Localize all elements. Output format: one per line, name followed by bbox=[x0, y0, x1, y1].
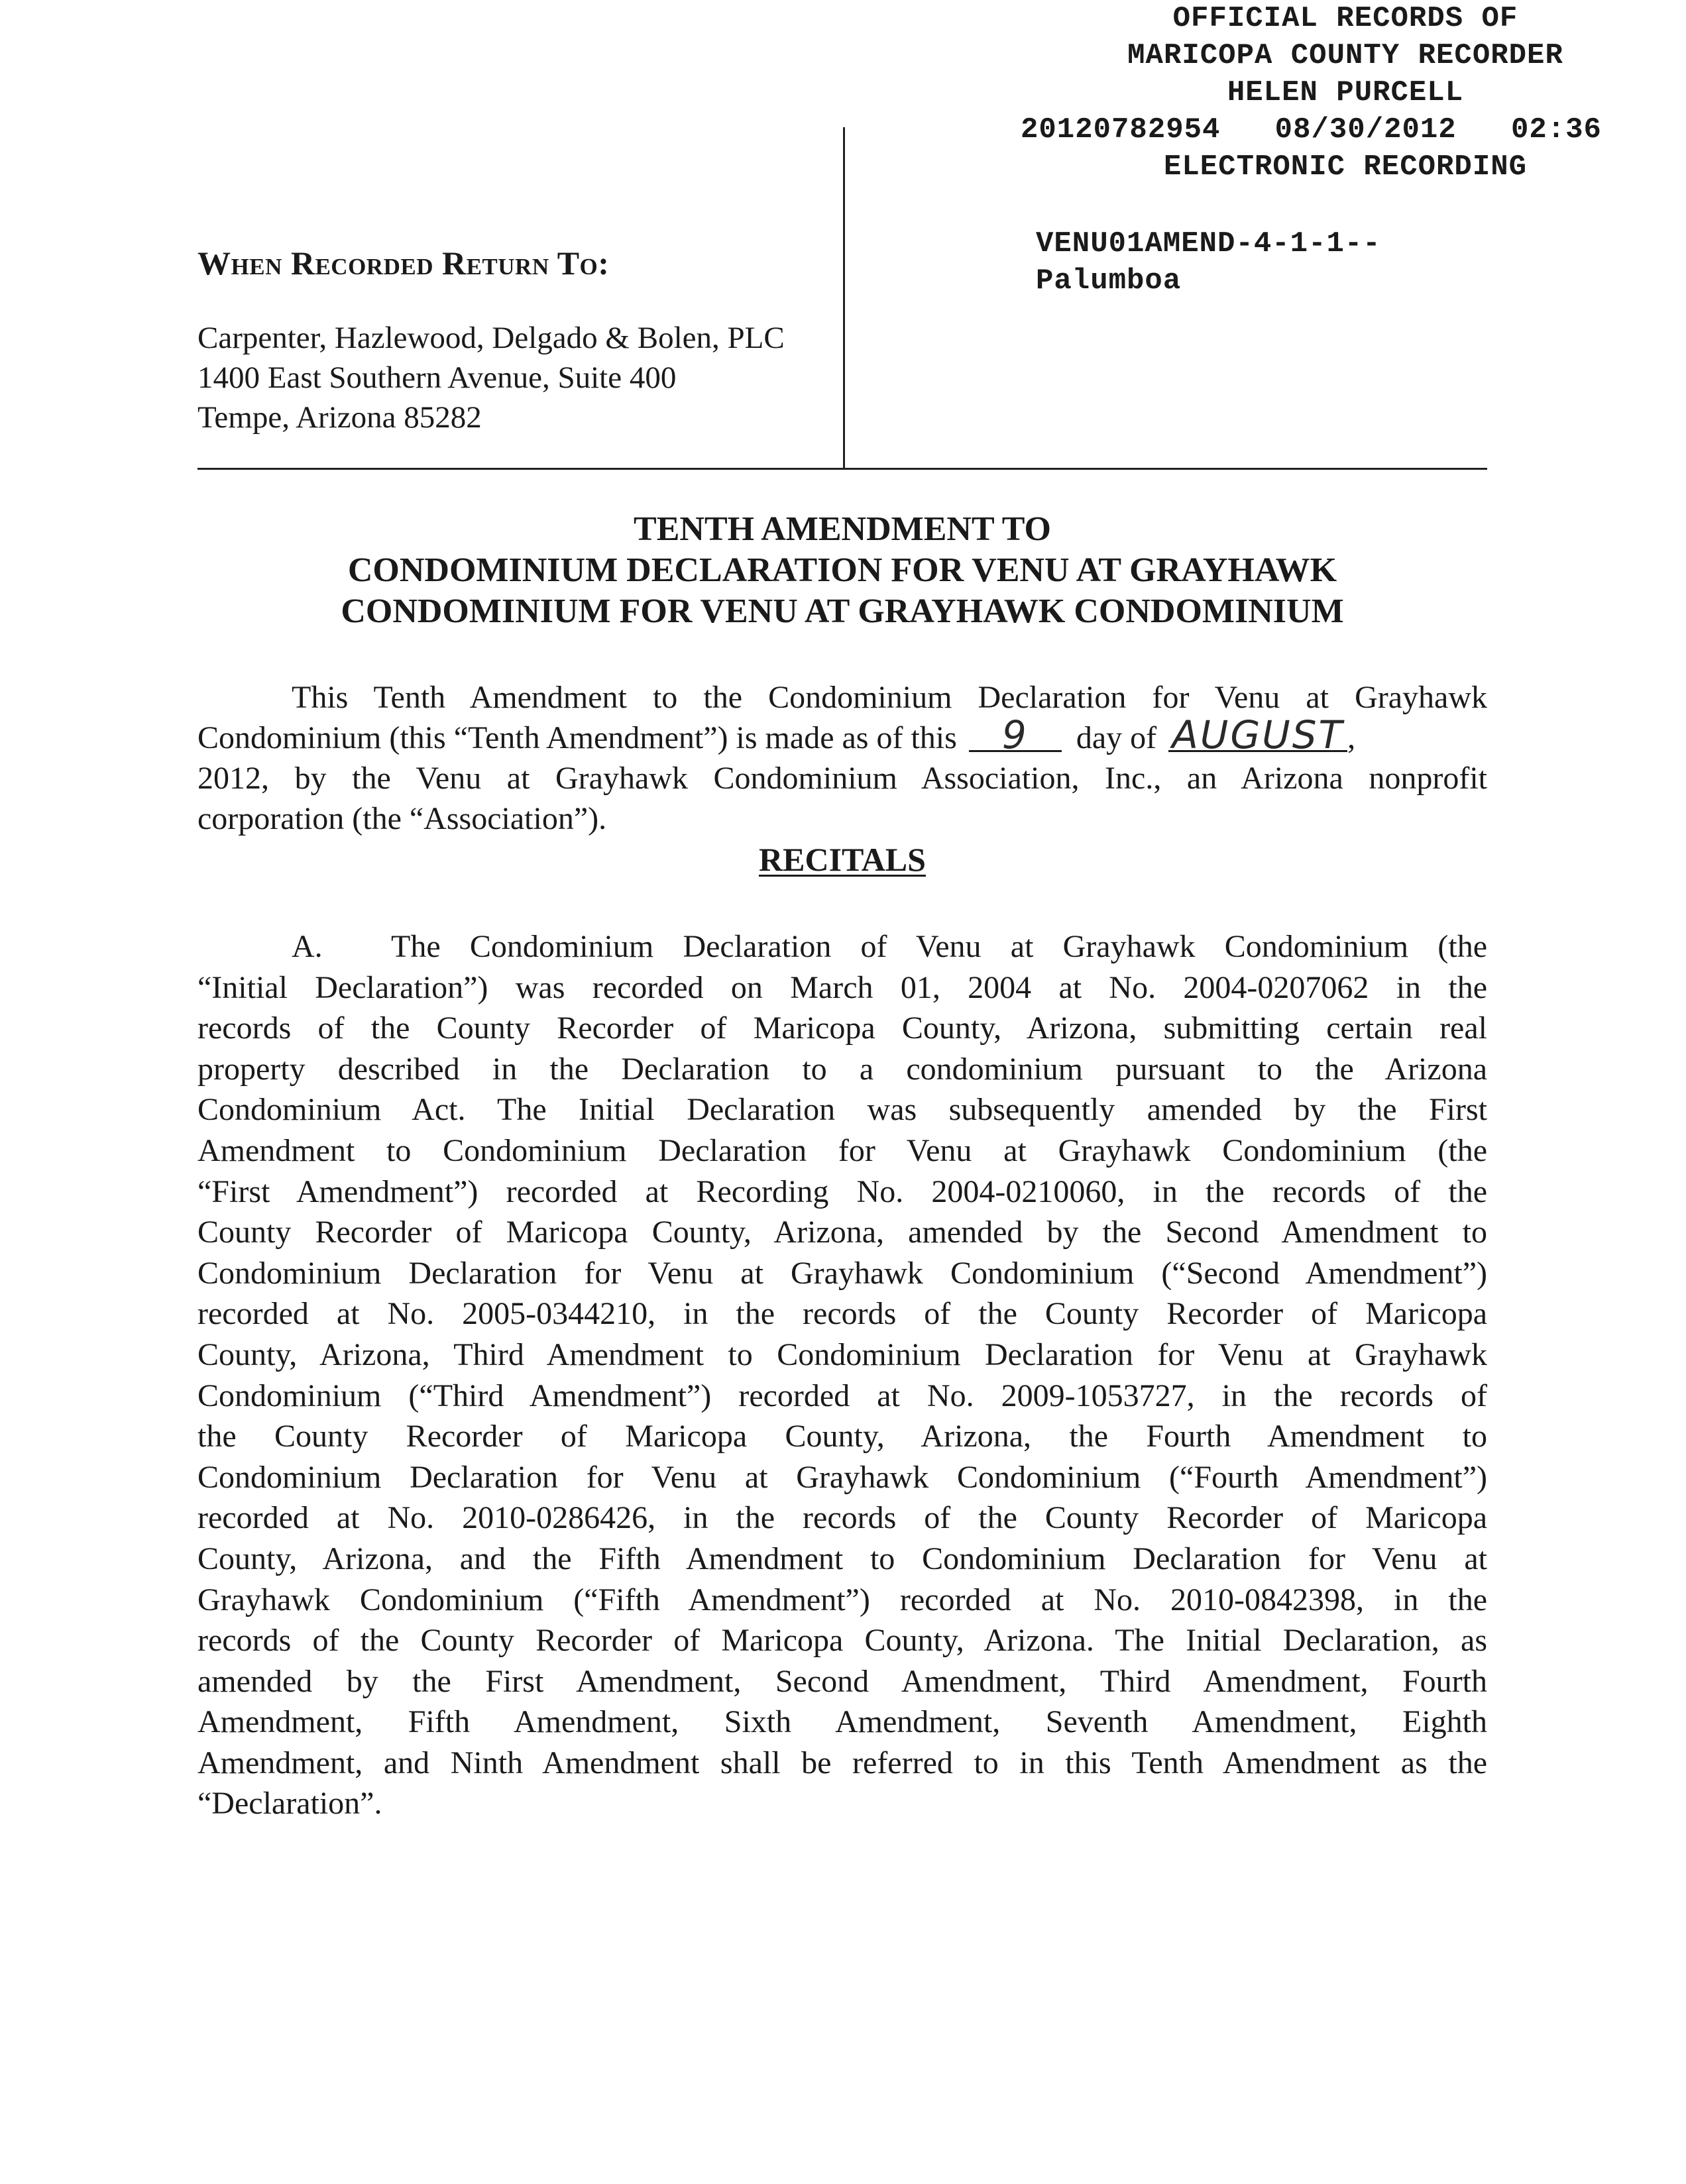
recital-line: Condominium Act. The Initial Declaration was subsequently amended by the First bbox=[197, 1092, 1487, 1128]
recital-line-text: The Condominium Declaration of Venu at Grayhawk Condominium (the bbox=[391, 929, 1487, 964]
recital-line: property described in the Declaration to a condominium pursuant to the Arizona bbox=[197, 1051, 1487, 1087]
recital-line: “First Amendment”) recorded at Recording No. 2004-0210060, in the records of the bbox=[197, 1174, 1487, 1209]
document-code-line-2: Palumboa bbox=[1036, 264, 1182, 298]
recital-line: Amendment, Fifth Amendment, Sixth Amendment, Seventh Amendment, Eighth bbox=[197, 1704, 1487, 1740]
stamp-line-county-recorder: MARICOPA COUNTY RECORDER bbox=[1127, 39, 1563, 72]
recital-line: County, Arizona, and the Fifth Amendment to Condominium Declaration for Venu at bbox=[197, 1541, 1487, 1576]
intro-line-2-middle: day of bbox=[1076, 720, 1157, 755]
recital-line: Grayhawk Condominium (“Fifth Amendment”) recorded at No. 2010-0842398, in the bbox=[197, 1582, 1487, 1617]
intro-line-1: This Tenth Amendment to the Condominium Declaration for Venu at Grayhawk bbox=[292, 680, 1487, 715]
recital-line: the County Recorder of Maricopa County, Arizona, the Fourth Amendment to bbox=[197, 1419, 1487, 1454]
recital-line: Amendment to Condominium Declaration for Venu at Grayhawk Condominium (the bbox=[197, 1132, 1487, 1168]
handwritten-day: 9 bbox=[969, 720, 1062, 752]
intro-line-2-start: Condominium (this “Tenth Amendment”) is made as of this bbox=[197, 720, 957, 755]
intro-line-4: corporation (the “Association”). bbox=[197, 801, 607, 836]
stamp-line-official-records: OFFICIAL RECORDS OF bbox=[1172, 2, 1518, 35]
document-code-line-1: VENU01AMEND-4-1-1-- bbox=[1036, 227, 1381, 260]
recital-line: County, Arizona, Third Amendment to Condominium Declaration for Venu at Grayhawk bbox=[197, 1337, 1487, 1372]
return-to-city: Tempe, Arizona 85282 bbox=[197, 400, 482, 435]
recording-date: 08/30/2012 bbox=[1274, 113, 1457, 146]
stamp-recording-type: ELECTRONIC RECORDING bbox=[1163, 150, 1528, 184]
recital-line: recorded at No. 2010-0286426, in the records of the County Recorder of Maricopa bbox=[197, 1500, 1487, 1536]
title-line-2: CONDOMINIUM DECLARATION FOR VENU AT GRAYHAWK bbox=[347, 551, 1337, 589]
recitals-heading: RECITALS bbox=[759, 841, 926, 878]
recording-number: 20120782954 bbox=[1021, 113, 1221, 146]
handwritten-month: AUGUST bbox=[1168, 720, 1347, 752]
recital-line: Condominium (“Third Amendment”) recorded at No. 2009-1053727, in the records of bbox=[197, 1378, 1487, 1413]
recital-line bbox=[197, 926, 1487, 967]
recital-line: amended by the First Amendment, Second Amendment, Third Amendment, Fourth bbox=[197, 1663, 1487, 1699]
recital-letter: A. bbox=[292, 929, 323, 964]
intro-line-2 bbox=[197, 712, 1487, 758]
header-horizontal-divider bbox=[197, 468, 1487, 470]
return-to-heading: When Recorded Return To: bbox=[197, 245, 610, 282]
recital-line: County Recorder of Maricopa County, Arizona, amended by the Second Amendment to bbox=[197, 1215, 1487, 1250]
intro-paragraph bbox=[197, 677, 1487, 839]
recording-time: 02:36 bbox=[1510, 113, 1602, 146]
return-to-firm: Carpenter, Hazlewood, Delgado & Bolen, PLC bbox=[197, 321, 785, 355]
stamp-line-recorder-name: HELEN PURCELL bbox=[1227, 76, 1464, 109]
recital-line: recorded at No. 2005-0344210, in the records of the County Recorder of Maricopa bbox=[197, 1296, 1487, 1332]
recital-a bbox=[197, 926, 1487, 1824]
recital-line: Condominium Declaration for Venu at Grayhawk Condominium (“Second Amendment”) bbox=[197, 1255, 1487, 1291]
recital-line: records of the County Recorder of Maricopa County, Arizona, submitting certain real bbox=[197, 1010, 1487, 1046]
recital-line: Condominium Declaration for Venu at Grayhawk Condominium (“Fourth Amendment”) bbox=[197, 1459, 1487, 1495]
recital-line: “Declaration”. bbox=[197, 1786, 382, 1822]
title-line-1: TENTH AMENDMENT TO bbox=[634, 510, 1051, 548]
return-to-address bbox=[197, 318, 785, 437]
stamp-recording-info bbox=[1021, 111, 1670, 148]
recital-line: Amendment, and Ninth Amendment shall be referred to in this Tenth Amendment as the bbox=[197, 1745, 1487, 1780]
document-code bbox=[1036, 225, 1381, 300]
intro-line-3: 2012, by the Venu at Grayhawk Condominium Association, Inc., an Arizona nonprofit bbox=[197, 761, 1487, 796]
intro-line-2-end: , bbox=[1347, 720, 1356, 755]
title-line-3: CONDOMINIUM FOR VENU AT GRAYHAWK CONDOMINIUM bbox=[341, 592, 1344, 630]
document-title bbox=[197, 509, 1487, 632]
recital-line: records of the County Recorder of Maricopa County, Arizona. The Initial Declaration, as bbox=[197, 1623, 1487, 1659]
recording-stamp bbox=[1021, 0, 1670, 186]
recital-line: “Initial Declaration”) was recorded on March 01, 2004 at No. 2004-0207062 in the bbox=[197, 969, 1487, 1005]
header-vertical-divider bbox=[843, 127, 845, 469]
return-to-street: 1400 East Southern Avenue, Suite 400 bbox=[197, 360, 677, 395]
